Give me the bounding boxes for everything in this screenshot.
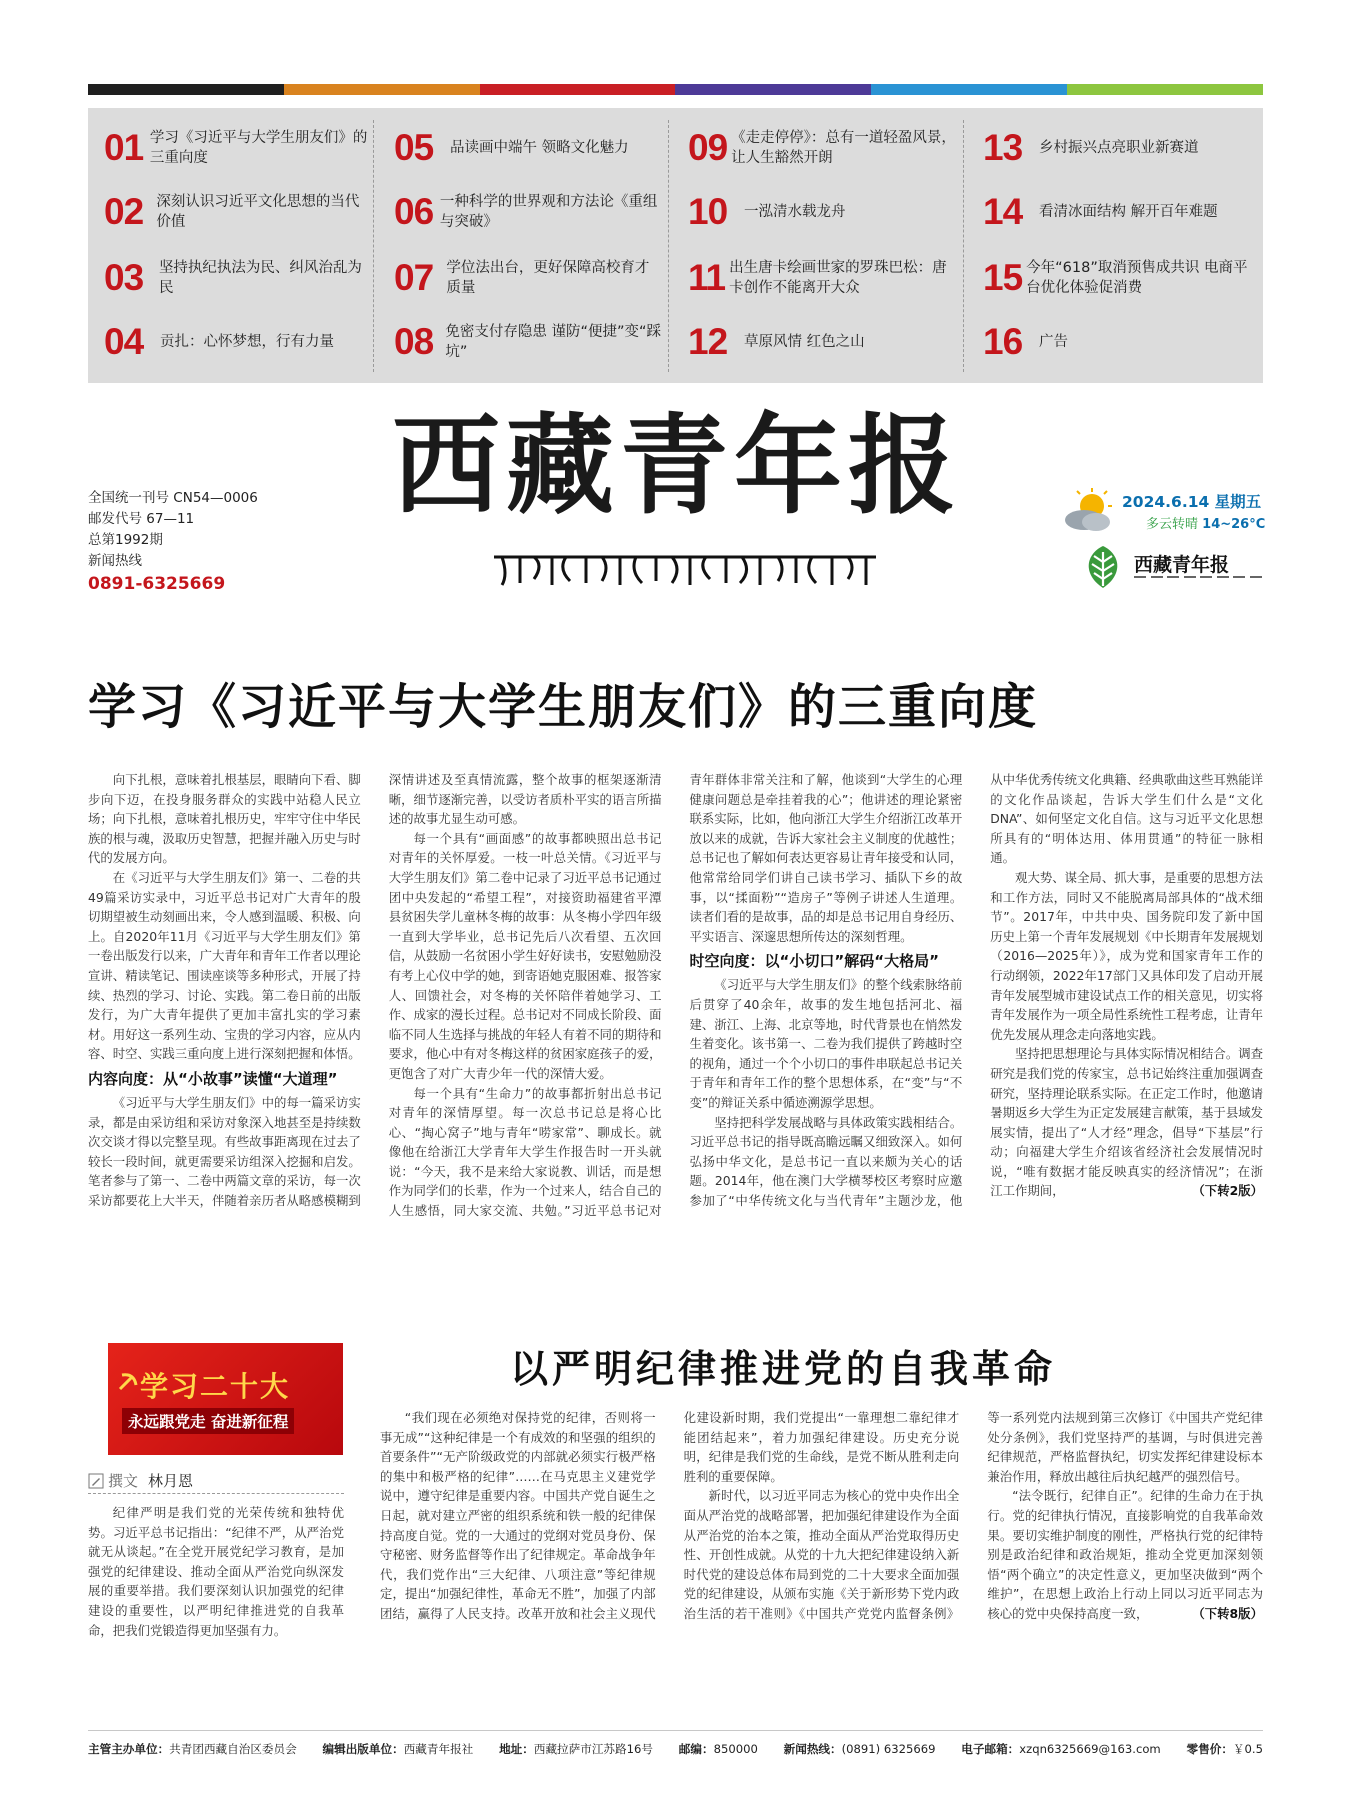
paragraph: “我们现在必须绝对保持党的纪律，否则将一事无成”“这种纪律是一个有成效的和坚强的组织的首要条件”“无产阶级政党的内部就必须实行极严格的集中和极严格的纪律”……在马克思主义建党学说中，遵守纪律是重要内容。中国共产党自诞生之日起，就对建立严密的组织系统和铁一般的纪律保持高度自觉。党的一大通过的党纲对党员身份、保守秘密、财务监督等作出了纪律规定。革命战争年代，我们党作出“三大纪律、八项注意”等纪律规定，提出“加强纪律性，革命无不胜”，加强了内部团结，赢得了人民支持。改革开放和社会主义现代化建设新时期，我们党提出“一靠理想二靠纪律才能团结起来”，着力加强纪律建设。历史充分说明，纪律是我们党的生命线，是党不断从胜利走向胜利的重要保障。 bbox=[380, 1410, 960, 1621]
toc-item[interactable] bbox=[394, 312, 662, 372]
banner-title: 学习二十大 bbox=[140, 1370, 291, 1403]
issn-line: 全国统一刊号 CN54—0006 bbox=[88, 490, 258, 506]
paragraph: 观大势、谋全局、抓大事，是重要的思想方法和工作方法，同时又不能脱离局部具体的“战术细节”。2017年，中共中央、国务院印发了新中国历史上第一个青年发展规划《中长期青年发展规划（2016—2025年）》，成为党和国家青年工作的行动纲领，2022年17部门又具体印发了启动开展青年发展型城市建设试点工作的相关意见，切实将青年发展作为一项全局性系统性工程考虑，让青年优先发展从理念走向落地实践。 bbox=[990, 869, 1263, 1042]
toc-title: 一泓清水载龙舟 bbox=[744, 204, 846, 220]
lead-article-body bbox=[88, 770, 1263, 1315]
toc-title: 贡扎：心怀梦想，行有力量 bbox=[160, 334, 334, 350]
paragraph: 《习近平与大学生朋友们》中的每一篇采访实录，都是由采访组和采访对象深入地甚至是持续数次交谈才得以完整呈现。有些故事距离现在过去了较长一段时间，就更需要采访组深入挖掘和启发。笔者参与了第一、二卷中两篇文章的采访，每一次采访都要花上大半天，伴随着亲历者从略感模糊到深情讲述及至真情流露，整个故事的框架逐渐清晰，细节逐渐完善，以受访者质朴平实的语言所描述的故事尤显生动可感。 bbox=[88, 772, 662, 1208]
paragraph: 新时代，以习近平同志为核心的党中央作出全面从严治党的战略部署，把加强纪律建设作为全面从严治党的治本之策，推动全面从严治党取得历史性、开创性成就。从党的十九大把纪律建设纳入新时代党的建设总体布局到党的二十大要求全面加强党的纪律建设，从颁布实施《关于新形势下党内政治生活的若干准则》《中国共产党党内监督条例》等一系列党内法规到第三次修订《中国共产党纪律处分条例》，我们党坚持严的基调，与时俱进完善纪律规范，严格监督执纪，切实发挥纪律建设标本兼治作用，释放出越往后执纪越严的强烈信号。 bbox=[683, 1410, 1263, 1621]
toc-item[interactable] bbox=[688, 118, 956, 178]
toc-item[interactable] bbox=[983, 312, 1253, 372]
issue-date: 2024.6.14 星期五 bbox=[1122, 493, 1262, 511]
toc-item[interactable] bbox=[394, 118, 662, 178]
footer bbox=[88, 1730, 1263, 1757]
toc-title: 免密支付存隐患 谨防“便捷”变“踩坑” bbox=[445, 324, 662, 360]
paragraph bbox=[987, 1486, 1263, 1623]
partly-cloudy-icon bbox=[1062, 488, 1118, 534]
logo-tibetan-text bbox=[1134, 576, 1262, 582]
toc-page-number: 11 bbox=[688, 257, 726, 298]
continued-on-page-2: （下转2版） bbox=[1192, 1183, 1263, 1199]
footer-price: 零售价：￥0.5 bbox=[1186, 1742, 1263, 1756]
weather-box bbox=[1062, 488, 1267, 536]
second-article-intro bbox=[88, 1503, 344, 1688]
toc-title: 今年“618”取消预售成共识 电商平台优化体验促消费 bbox=[1026, 260, 1248, 296]
color-bar-segment bbox=[480, 84, 676, 95]
toc-title: 坚持执纪执法为民、纠风治乱为民 bbox=[158, 260, 362, 296]
weather-condition bbox=[1146, 513, 1265, 532]
paragraph: 纪律严明是我们党的光荣传统和独特优势。习近平总书记指出：“纪律不严，从严治党就无从谈起。”在全党开展党纪学习教育，是加强党的纪律建设、推动全面从严治党向纵深发展的重要举措。我们要深刻认识加强党的纪律建设的重要性，以严明纪律推进党的自我革命，把我们党锻造得更加坚强有力。 bbox=[88, 1505, 344, 1638]
toc-title: 看清冰面结构 解开百年难题 bbox=[1039, 204, 1218, 220]
color-bar-segment bbox=[871, 84, 1067, 95]
toc-page-number: 07 bbox=[394, 257, 434, 298]
toc-title: 学位法出台，更好保障高校育才质量 bbox=[446, 260, 650, 296]
footer-email: 电子邮箱：xzqn6325669@163.com bbox=[961, 1742, 1161, 1756]
masthead-tibetan-logotype bbox=[490, 548, 880, 588]
toc-item[interactable] bbox=[104, 312, 372, 372]
toc-page-number: 02 bbox=[104, 191, 144, 232]
hotline-label: 新闻热线 bbox=[88, 553, 142, 569]
footer-publisher: 编辑出版单位：西藏青年报社 bbox=[322, 1742, 474, 1756]
logo-text: 西藏青年报 bbox=[1134, 554, 1230, 576]
toc-item[interactable] bbox=[104, 118, 372, 178]
temperature-range: 14~26°C bbox=[1202, 517, 1266, 532]
second-article-body bbox=[380, 1408, 1263, 1693]
toc-title: 《走走停停》：总有一道轻盈风景，让人生豁然开朗 bbox=[731, 130, 956, 166]
pen-icon bbox=[88, 1473, 104, 1489]
toc-title: 广告 bbox=[1039, 334, 1068, 350]
paragraph: 每一个具有“画面感”的故事都映照出总书记对青年的关怀厚爱。一枝一叶总关情。《习近平与大学生朋友们》第二卷中记录了习近平总书记通过团中央发起的“希望工程”，对接资助福建省平潭县贫困失学儿童林冬梅的故事：从冬梅小学四年级一直到大学毕业，总书记先后八次看望、五次回信，从鼓励一名贫困小学生好好读书，安慰勉励没有考上心仪中学的她，到寄语她克服困难、报答家人、回馈社会，对冬梅的关怀陪伴着她学习、工作、成家的漫长过程。总书记对不同成长阶段、面临不同人生选择与挑战的年轻人有着不同的期待和要求，他心中有对冬梅这样的贫困家庭孩子的爱，更饱含了对广大青少年一代的深情大爱。 bbox=[388, 830, 662, 1081]
toc-item[interactable] bbox=[394, 182, 662, 242]
toc-item[interactable] bbox=[688, 182, 956, 242]
paragraph bbox=[990, 1044, 1263, 1201]
toc-page-number: 14 bbox=[983, 191, 1023, 232]
toc-item[interactable] bbox=[983, 182, 1253, 242]
hotline-number: 0891-6325669 bbox=[88, 574, 226, 594]
leaf-logo-icon bbox=[1080, 544, 1126, 590]
byline bbox=[88, 1468, 344, 1494]
issue-number-line: 总第1992期 bbox=[88, 532, 163, 548]
toc-page-number: 04 bbox=[104, 321, 144, 362]
study-twentieth-congress-banner bbox=[108, 1343, 343, 1455]
paragraph: 《习近平与大学生朋友们》的整个线索脉络前后贯穿了40余年，故事的发生地包括河北、福建、浙江、上海、北京等地，时代背景也在悄然发生着变化。该书第一、二卷为我们提供了跨越时空的视角，通过一个个小切口的事件串联起总书记关于青年和青年工作的整个思想体系，在“变”与“不变”的辩证关系中循迹溯源学思想。 bbox=[689, 977, 963, 1110]
toc-title: 一种科学的世界观和方法论《重组与突破》 bbox=[439, 194, 658, 230]
publication-info bbox=[88, 488, 258, 596]
toc-divider bbox=[668, 120, 669, 372]
toc-page-number: 09 bbox=[688, 127, 728, 168]
banner-slogan: 永远跟党走 奋进新征程 bbox=[122, 1408, 294, 1434]
color-bar-segment bbox=[284, 84, 480, 95]
color-bar-segment bbox=[675, 84, 871, 95]
toc-item[interactable] bbox=[983, 248, 1253, 308]
footer-address: 地址：西藏拉萨市江苏路16号 bbox=[499, 1742, 653, 1756]
toc-page-number: 13 bbox=[983, 127, 1023, 168]
toc-title: 品读画中端午 领略文化魅力 bbox=[450, 140, 629, 156]
toc-page-number: 16 bbox=[983, 321, 1023, 362]
toc-divider bbox=[963, 120, 964, 372]
paragraph: 坚持把科学发展战略与具体政策实践相结合。习近平总书记的指导既高瞻远瞩又细致深入。如何弘扬中华文化，是总书记一直以来颇为关心的话题。2014年，他在澳门大学横琴校区考察时应邀参加了“中华传统文化与当代青年”主题沙龙，他从中华优秀传统文化典籍、经典歌曲这些耳熟能详的文化作品谈起，告诉大学生们什么是“文化DNA”、如何坚定文化自信。这与习近平文化思想所具有的“明体达用、体用贯通”的特征一脉相通。 bbox=[689, 772, 1263, 1208]
section-subheading: 内容向度：从“小故事”读懂“大道理” bbox=[88, 1069, 338, 1088]
color-bar-segment bbox=[1067, 84, 1263, 95]
toc-page-number: 03 bbox=[104, 257, 144, 298]
toc-item[interactable] bbox=[104, 182, 372, 242]
toc-page-number: 10 bbox=[688, 191, 728, 232]
toc-item[interactable] bbox=[688, 248, 956, 308]
paragraph: 向下扎根，意味着扎根基层，眼睛向下看、脚步向下迈，在投身服务群众的实践中站稳人民立场；向下扎根，意味着扎根历史，牢牢守住中华民族的根与魂，汲取历史智慧，把握并融入历史与时代的发展方向。 bbox=[88, 772, 361, 866]
section-subheading: 时空向度：以“小切口”解码“大格局” bbox=[689, 952, 939, 971]
toc-title: 学习《习近平与大学生朋友们》的三重向度 bbox=[149, 130, 368, 166]
color-bar bbox=[88, 84, 1263, 95]
second-headline: 以严明纪律推进党的自我革命 bbox=[510, 1347, 1057, 1391]
paragraph: 在《习近平与大学生朋友们》第一、二卷的共49篇采访实录中，习近平总书记对广大青年的殷切期望被生动刻画出来，令人感到温暖、积极、向上。自2020年11月《习近平与大学生朋友们》第一卷出版发行以来，广大青年和青年工作者以理论宣讲、精读笔记、围读座谈等多种形式，开展了持续、热烈的学习、讨论、实践。第二卷日前的出版发行，为广大青年提供了更加丰富扎实的学习素材。用好这一系列生动、宝贵的学习内容，应从内容、时空、实践三重向度上进行深刻把握和体悟。 bbox=[88, 869, 361, 1062]
byline-label: 撰文 bbox=[108, 1472, 139, 1490]
masthead-title: 西藏青年报 bbox=[391, 403, 962, 529]
lead-headline: 学习《习近平与大学生朋友们》的三重向度 bbox=[88, 679, 1039, 735]
paragraph-text: 坚持把思想理论与具体实际情况相结合。调查研究是我们党的传家宝，总书记始终注重加强调查研究，坚持理论联系实际。在正定工作时，他邀请暑期返乡大学生为正定发展建言献策，基于县域发展实情，提出了“人才经”理念，倡导“下基层”行动；向福建大学生介绍该省经济社会发展情况时说，“唯有数据才能反映真实的经济情况”；在浙江工作期间， bbox=[990, 1046, 1263, 1199]
author-name: 林月恩 bbox=[148, 1472, 194, 1490]
toc-page-number: 06 bbox=[394, 191, 434, 232]
toc-item[interactable] bbox=[104, 248, 372, 308]
continued-on-page-8: （下转8版） bbox=[1192, 1605, 1263, 1621]
toc-title: 出生唐卡绘画世家的罗珠巴松：唐卡创作不能离开大众 bbox=[729, 260, 947, 296]
color-bar-segment bbox=[88, 84, 284, 95]
toc-item[interactable] bbox=[983, 118, 1253, 178]
postal-code-line: 邮发代号 67—11 bbox=[88, 511, 195, 527]
toc-page-number: 01 bbox=[104, 127, 144, 168]
toc-item[interactable] bbox=[394, 248, 662, 308]
paragraph: 每一个具有“生命力”的故事都折射出总书记对青年的深情厚望。每一次总书记总是将心比心、“掏心窝子”地与青年“唠家常”、聊成长。就像他在给浙江大学青年大学生作报告时一开头就说：“今天，我不是来给大家说教、训话，而是想作为同学们的长辈，作为一个过来人，结合自己的人生感悟，同大家交流、共勉。”习近平总书记对青年群体非常关注和了解，他谈到“大学生的心理健康问题总是牵挂着我的心”；他讲述的理论紧密联系实际，比如，他向浙江大学生介绍浙江改革开放以来的成就，告诉大家社会主义制度的优越性；总书记也了解如何表达更容易让青年接受和认同，他常常给同学们讲自己读书学习、插队下乡的故事，以“揉面粉”“造房子”等例子讲述人生道理。读者们看的是故事，品的却是总书记用自身经历、平实语言、深邃思想所传达的深刻哲理。 bbox=[388, 772, 963, 1219]
toc-page-number: 12 bbox=[688, 321, 728, 362]
toc-title: 深刻认识习近平文化思想的当代价值 bbox=[156, 194, 360, 230]
toc-item[interactable] bbox=[688, 312, 956, 372]
toc-title: 乡村振兴点亮职业新赛道 bbox=[1039, 140, 1199, 156]
toc-divider bbox=[373, 120, 374, 372]
toc-page-number: 05 bbox=[394, 127, 434, 168]
party-emblem-icon bbox=[116, 1369, 142, 1395]
paragraph-text: “法令既行，纪律自正”。纪律的生命力在于执行。党的纪律执行情况，直接影响党的自我革命效果。要切实维护制度的刚性，严格执行党的纪律特别是政治纪律和政治规矩，推动全党更加深刻领悟“两个确立”的决定性意义，更加坚决做到“两个维护”，在思想上政治上行动上同以习近平同志为核心的党中央保持高度一致， bbox=[987, 1488, 1263, 1621]
footer-postcode: 邮编：850000 bbox=[678, 1742, 758, 1756]
weather-text: 多云转晴 bbox=[1146, 517, 1199, 532]
toc-title: 草原风情 红色之山 bbox=[744, 334, 865, 350]
footer-hotline: 新闻热线：(0891) 6325669 bbox=[783, 1742, 936, 1756]
toc-page-number: 08 bbox=[394, 321, 434, 362]
toc-page-number: 15 bbox=[983, 257, 1023, 298]
tibetan-script-icon bbox=[490, 548, 880, 588]
newspaper-logo bbox=[1080, 544, 1265, 592]
footer-sponsor: 主管主办单位：共青团西藏自治区委员会 bbox=[88, 1742, 297, 1756]
